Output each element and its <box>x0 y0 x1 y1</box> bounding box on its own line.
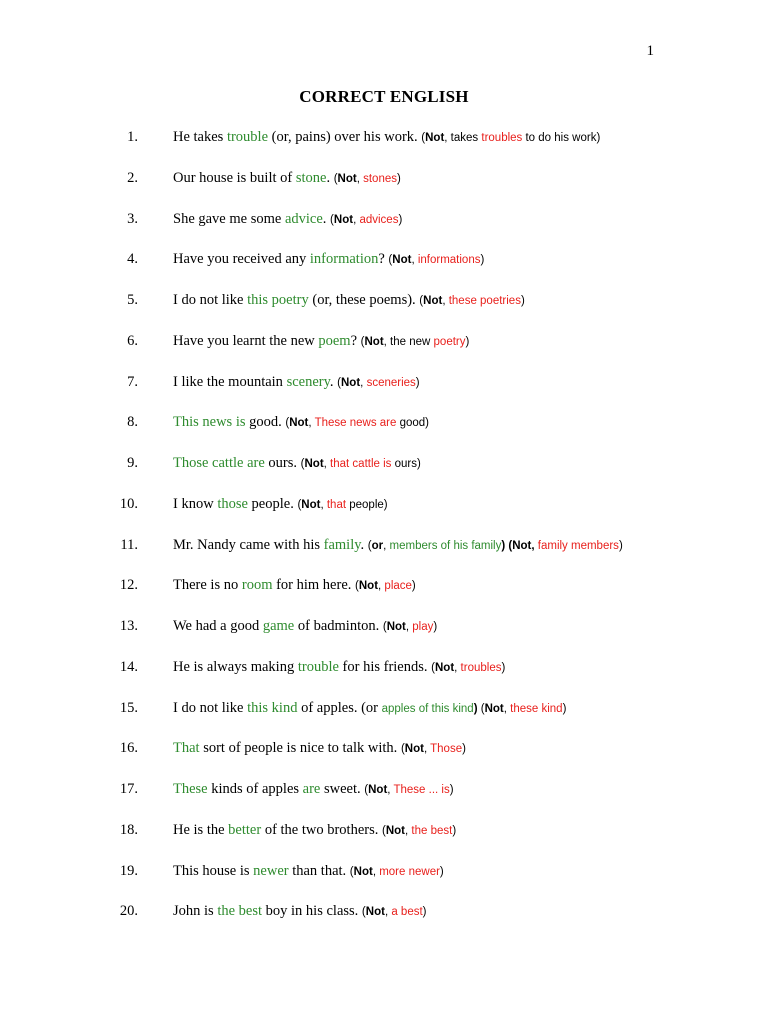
incorrect-usage: the best <box>411 824 453 837</box>
sentence-text <box>173 737 466 760</box>
text-segment: I like the mountain <box>173 373 287 390</box>
item-number: 10. <box>119 495 138 512</box>
correction-note: ( <box>480 702 485 715</box>
correction-note: ( <box>431 661 435 674</box>
correction-note: Not <box>425 132 445 144</box>
correction-note: , <box>323 458 331 470</box>
correction-note: ( <box>382 621 387 633</box>
correction-note: ) <box>462 743 466 756</box>
text-segment: for him here. <box>272 577 356 594</box>
text-segment: (or, pains) over his work. <box>268 129 422 145</box>
correction-note: , <box>384 906 392 919</box>
item-number: 17. <box>119 781 138 797</box>
incorrect-usage: Those <box>430 743 463 756</box>
text-segment: ours. <box>264 455 301 471</box>
text-segment: sort of people is nice to talk with. <box>199 740 401 757</box>
correction-note: Not <box>365 906 385 919</box>
correction-note: ) <box>465 335 470 348</box>
correct-usage: newer <box>253 862 289 879</box>
correction-note: Not <box>333 213 354 226</box>
sentence-text <box>173 452 421 475</box>
correction-note: , <box>360 376 367 389</box>
incorrect-usage: these kind <box>510 702 563 715</box>
correction-note: Not <box>386 621 406 633</box>
item-number: 20. <box>119 903 138 920</box>
text-segment: She gave me some <box>173 210 285 227</box>
list-item <box>0 411 768 433</box>
correction-note: ( <box>419 295 424 307</box>
text-segment: I do not like <box>173 699 248 716</box>
incorrect-usage: informations <box>417 254 481 267</box>
sentence-text <box>173 289 525 312</box>
correction-note: Not <box>337 172 357 185</box>
item-number: 1. <box>127 129 138 145</box>
correction-note: Not <box>423 295 443 307</box>
text-segment: for his friends. <box>338 658 432 675</box>
correction-note: ( <box>361 906 366 919</box>
sentence-text <box>173 493 388 516</box>
correction-note: ) <box>618 539 623 552</box>
sentence-text <box>173 208 402 231</box>
correction-note: , <box>378 580 385 593</box>
correction-note: ( <box>337 376 341 389</box>
item-number: 15. <box>119 699 138 716</box>
item-number: 2. <box>127 169 138 186</box>
list-item <box>0 737 768 759</box>
correction-note: ( <box>388 254 393 267</box>
list-item <box>0 819 768 841</box>
correction-note: ) <box>433 621 438 633</box>
correction-note: , the new <box>383 335 434 348</box>
correction-note: ( <box>333 172 338 185</box>
list-item <box>0 208 768 230</box>
incorrect-usage: stones <box>363 172 397 185</box>
text-segment: Have you received any <box>173 251 310 268</box>
correction-note: Not <box>304 458 324 470</box>
correction-note: ) <box>520 295 525 307</box>
sentence-text <box>173 248 484 271</box>
correction-note: Not <box>434 661 455 674</box>
correction-note: Not <box>392 254 412 267</box>
sentence-text <box>173 411 429 434</box>
correct-usage: this poetry <box>247 292 309 308</box>
sentence-text <box>173 697 566 720</box>
incorrect-usage: troubles <box>460 661 502 674</box>
correction-note: ( <box>297 498 302 511</box>
text-segment: There is no <box>173 577 242 594</box>
text-segment: ? <box>378 251 389 268</box>
list-item <box>0 371 768 393</box>
correct-usage: trouble <box>297 658 339 675</box>
sentence-text <box>173 534 623 557</box>
correction-note: good) <box>396 417 430 430</box>
incorrect-usage: advices <box>359 213 399 226</box>
sentence-text <box>173 656 505 679</box>
correction-note: ) (Not, <box>501 539 538 552</box>
incorrect-usage: play <box>412 621 434 633</box>
item-number: 6. <box>127 332 138 349</box>
correct-usage: This news is <box>173 414 246 431</box>
correct-usage: apples of this kind <box>381 702 474 715</box>
item-number: 18. <box>119 821 138 838</box>
list-item <box>0 289 768 311</box>
text-segment: good. <box>245 414 286 431</box>
text-segment: He is always making <box>173 658 298 675</box>
correction-note: ( <box>330 213 334 226</box>
list-item <box>0 493 768 515</box>
correction-note: people) <box>346 498 388 511</box>
correct-usage: Those cattle are <box>173 455 265 471</box>
correction-note: Not <box>353 865 373 878</box>
correction-note: ) <box>452 824 457 837</box>
text-segment: John is <box>173 903 218 920</box>
correction-note: or <box>371 539 384 552</box>
correction-note: ( <box>349 865 354 878</box>
correct-usage: These <box>173 781 208 797</box>
correction-note: ) <box>480 254 485 267</box>
correct-usage: poem <box>318 332 351 349</box>
correction-note: Not <box>364 335 384 348</box>
incorrect-usage: these poetries <box>448 295 521 307</box>
text-segment: people. <box>247 495 298 512</box>
correction-note: ( <box>364 784 369 796</box>
correct-usage: scenery <box>286 373 330 390</box>
sentence-text <box>173 615 437 638</box>
incorrect-usage: These ... is <box>393 784 450 796</box>
incorrect-usage: family members <box>537 539 619 552</box>
correction-note: ( <box>360 335 365 348</box>
text-segment: Our house is built of <box>173 169 296 186</box>
correction-note: Not <box>341 376 361 389</box>
list-item <box>0 900 768 922</box>
text-segment: . <box>360 536 368 553</box>
incorrect-usage: that cattle is <box>330 458 392 470</box>
correction-note: to do his work) <box>522 132 601 144</box>
correction-note: , <box>454 661 461 674</box>
text-segment: . <box>329 373 338 390</box>
correction-note: , <box>405 621 413 633</box>
text-segment: He takes <box>173 129 227 145</box>
correction-note: ( <box>367 539 372 552</box>
correct-usage: this kind <box>247 699 298 716</box>
text-segment: We had a good <box>173 618 263 634</box>
correction-note: , <box>423 743 431 756</box>
sentence-text <box>173 574 416 597</box>
text-segment: sweet. <box>320 781 365 797</box>
item-number: 14. <box>119 658 138 675</box>
list-item <box>0 697 768 719</box>
text-segment: He is the <box>173 821 229 838</box>
correction-note: , <box>503 702 511 715</box>
correction-note: , <box>442 295 449 307</box>
correction-note: ) <box>473 702 481 715</box>
correction-note: Not <box>484 702 504 715</box>
correction-note: ) <box>398 213 403 226</box>
incorrect-usage: place <box>384 580 412 593</box>
correct-usage: family <box>323 536 361 553</box>
correction-note: Not <box>368 784 388 796</box>
correct-usage: information <box>309 251 379 268</box>
sentence-text <box>173 167 401 190</box>
item-number: 3. <box>127 210 138 227</box>
sentence-text <box>173 330 469 353</box>
incorrect-usage: These news are <box>314 417 397 430</box>
sentence-text <box>173 778 454 801</box>
correct-usage: better <box>228 821 262 838</box>
text-segment: boy in his class. <box>262 903 362 920</box>
correction-note: Not <box>289 417 309 430</box>
list-item <box>0 860 768 882</box>
text-segment: Mr. Nandy came with his <box>173 536 324 553</box>
correction-note: , <box>353 213 360 226</box>
text-segment: I know <box>173 495 218 512</box>
correction-note: ) <box>562 702 567 715</box>
correction-note: ours) <box>391 458 421 470</box>
correction-note: ) <box>397 172 401 185</box>
correction-note: , <box>411 254 418 267</box>
correction-note: ) <box>422 906 427 919</box>
list-item <box>0 574 768 596</box>
page-number: 1 <box>646 43 654 59</box>
list-item <box>0 330 768 352</box>
correct-usage: stone <box>295 169 327 186</box>
correction-note: ( <box>421 132 426 144</box>
correction-note: ) <box>411 580 416 593</box>
incorrect-usage: more newer <box>379 865 440 878</box>
list-item <box>0 778 768 800</box>
correction-note: ( <box>300 458 305 470</box>
correct-usage: trouble <box>226 129 269 145</box>
correction-note: , <box>356 172 364 185</box>
item-number: 8. <box>127 414 138 431</box>
correction-note: , takes <box>444 132 482 144</box>
list-item <box>0 615 768 637</box>
correct-usage: members of his family <box>389 539 502 552</box>
correction-note: ( <box>355 580 359 593</box>
correction-note: , <box>383 539 390 552</box>
correction-note: Not <box>301 498 321 511</box>
item-number: 5. <box>127 292 138 308</box>
sentence-text <box>173 126 600 149</box>
sentence-text <box>173 900 427 923</box>
text-segment: than that. <box>288 862 350 879</box>
correction-note: , <box>405 824 412 837</box>
correction-note: , <box>320 498 327 511</box>
text-segment: of apples. (or <box>297 699 382 716</box>
text-segment: of the two brothers. <box>261 821 382 838</box>
text-segment: of badminton. <box>294 618 383 634</box>
list-item <box>0 452 768 474</box>
list-item <box>0 248 768 270</box>
item-number: 12. <box>119 577 138 594</box>
item-number: 4. <box>127 251 138 268</box>
list-item <box>0 126 768 148</box>
item-number: 11. <box>120 536 138 553</box>
correction-note: , <box>372 865 380 878</box>
page-title: CORRECT ENGLISH <box>299 87 469 106</box>
incorrect-usage: that <box>326 498 347 511</box>
sentence-text <box>173 860 444 883</box>
item-number: 16. <box>119 740 138 757</box>
correct-usage: are <box>302 781 321 797</box>
text-segment: . <box>326 169 334 186</box>
item-number: 19. <box>119 862 138 879</box>
item-number: 9. <box>127 455 138 471</box>
incorrect-usage: sceneries <box>366 376 416 389</box>
correction-note: ) <box>501 661 506 674</box>
correction-note: ) <box>415 376 420 389</box>
correction-note: Not <box>385 824 406 837</box>
correction-note: Not <box>358 580 379 593</box>
correct-usage: those <box>217 495 248 512</box>
correction-note: ( <box>382 824 386 837</box>
correction-note: ( <box>400 743 405 756</box>
text-segment: kinds of apples <box>207 781 303 797</box>
item-number: 7. <box>127 373 138 390</box>
text-segment: (or, these poems). <box>308 292 420 308</box>
correction-note: , <box>308 417 315 430</box>
list-item <box>0 534 768 556</box>
sentence-text <box>173 819 456 842</box>
sentence-text <box>173 371 420 394</box>
correct-usage: game <box>262 618 295 634</box>
incorrect-usage: troubles <box>481 132 523 144</box>
text-segment: I do not like <box>173 292 248 308</box>
correction-note: , <box>387 784 394 796</box>
correction-note: ) <box>449 784 454 796</box>
incorrect-usage: poetry <box>433 335 466 348</box>
correction-note: ( <box>285 417 290 430</box>
text-segment: . <box>322 210 331 227</box>
correction-note: Not <box>404 743 424 756</box>
correct-usage: advice <box>284 210 323 227</box>
list-item <box>0 656 768 678</box>
list-item <box>0 167 768 189</box>
item-number: 13. <box>119 618 138 634</box>
incorrect-usage: a best <box>391 906 423 919</box>
correct-usage: room <box>241 577 273 594</box>
text-segment: This house is <box>173 862 254 879</box>
correct-usage: the best <box>217 903 263 920</box>
text-segment: ? <box>350 332 361 349</box>
correction-note: ) <box>439 865 444 878</box>
correct-usage: That <box>173 740 200 757</box>
text-segment: Have you learnt the new <box>173 332 319 349</box>
